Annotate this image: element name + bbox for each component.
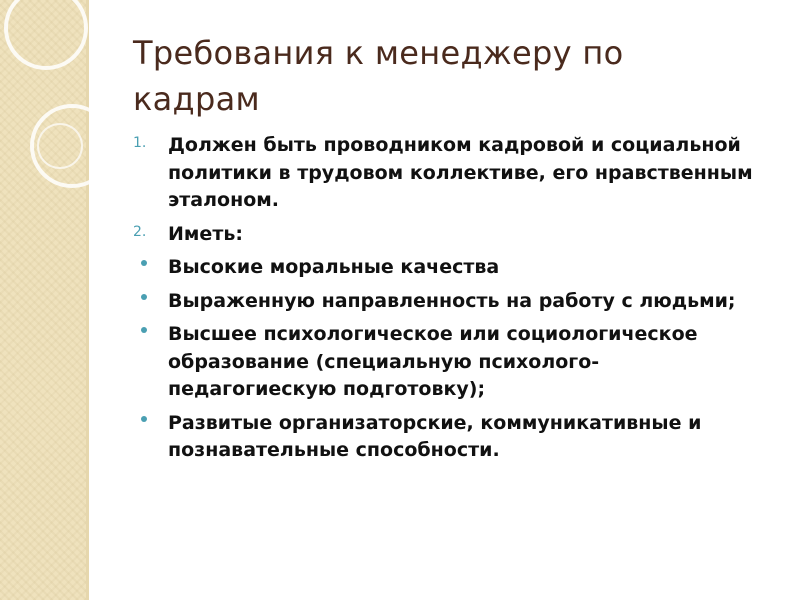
content-list bbox=[133, 132, 753, 471]
bullet-dot-icon bbox=[141, 327, 147, 333]
list-item-text: Развитые организаторские, коммуникативные и познавательные способности. bbox=[168, 411, 702, 461]
list-item-bullet-1 bbox=[133, 254, 753, 282]
bullet-dot-icon bbox=[141, 260, 147, 266]
ring-medium bbox=[32, 106, 110, 186]
ring-large bbox=[6, 0, 86, 68]
slide-title: Требования к менеджеру по кадрам bbox=[133, 34, 624, 118]
bullet-dot-icon bbox=[141, 294, 147, 300]
list-item-bullet-4 bbox=[133, 410, 753, 465]
list-number: 2. bbox=[133, 223, 147, 240]
list-item-text: Высшее психологическое или социологическое образование (специальную психолого-педагогиеcкую подготовку); bbox=[168, 323, 698, 400]
list-item-text: Должен быть проводником кадровой и социальной политики в трудовом коллективе, его нравственным эталоном. bbox=[168, 134, 753, 211]
list-number: 1. bbox=[133, 135, 147, 151]
list-item-bullet-3 bbox=[133, 321, 753, 404]
list-item-numbered-1 bbox=[133, 132, 753, 215]
list-item-text: Высокие моральные качества bbox=[168, 256, 500, 278]
ring-small bbox=[38, 124, 82, 168]
list-item-text: Выраженную направленность на работу с людьми; bbox=[168, 289, 736, 312]
list-item-bullet-2 bbox=[133, 288, 753, 316]
list-item-text: Иметь: bbox=[168, 222, 243, 245]
list-item-numbered-2 bbox=[133, 221, 753, 249]
bullet-dot-icon bbox=[141, 416, 147, 422]
rings-decoration bbox=[0, 0, 110, 220]
